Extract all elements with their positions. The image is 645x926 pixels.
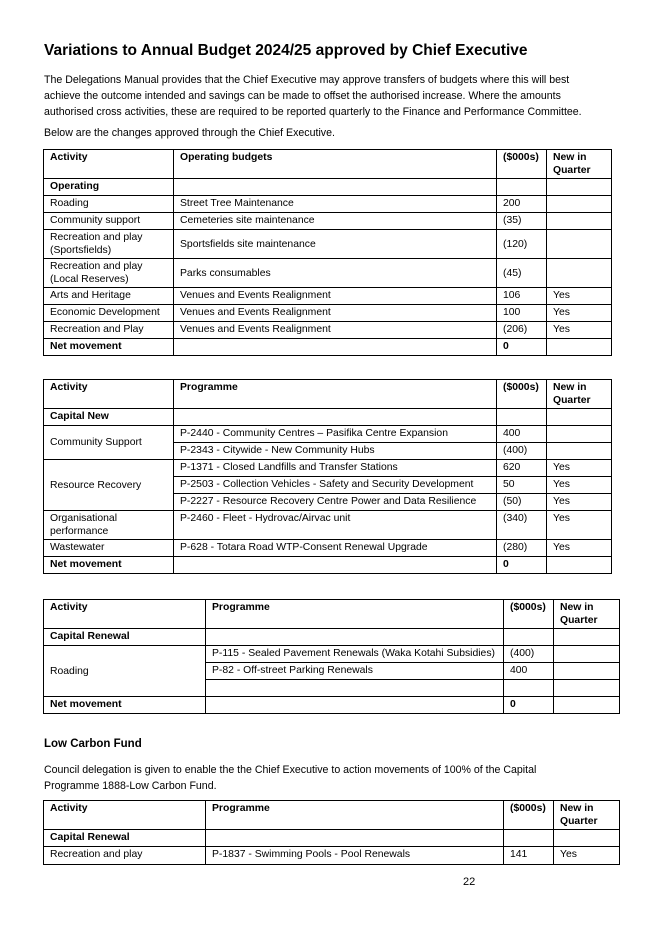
net-movement-row <box>44 697 620 714</box>
net-movement-row <box>44 339 612 356</box>
programme-cell: P-2460 - Fleet - Hydrovac/Airvac unit <box>174 511 497 540</box>
amount-cell: (120) <box>497 230 547 259</box>
net-movement-label: Net movement <box>44 557 174 574</box>
amount-cell: (340) <box>497 511 547 540</box>
activity-cell: Roading <box>44 646 206 697</box>
programme-cell: P-82 - Off-street Parking Renewals <box>206 663 504 680</box>
new-cell: Yes <box>547 540 612 557</box>
new-cell <box>547 196 612 213</box>
programme-cell: P-1837 - Swimming Pools - Pool Renewals <box>206 847 504 865</box>
amount-cell: (45) <box>497 259 547 288</box>
col-amount-header: ($000s) <box>497 150 547 179</box>
amount-cell: 141 <box>504 847 554 865</box>
table-row <box>44 196 612 213</box>
activity-cell: Recreation and play (Sportsfields) <box>44 230 174 259</box>
amount-cell: (35) <box>497 213 547 230</box>
table-row <box>44 259 612 288</box>
section-label: Capital Renewal <box>44 629 206 646</box>
new-cell: Yes <box>554 847 620 865</box>
programme-cell: P-1371 - Closed Landfills and Transfer Stations <box>174 460 497 477</box>
table-row <box>44 511 612 540</box>
table-row <box>44 460 612 477</box>
table-row <box>44 213 612 230</box>
section-row <box>44 830 620 847</box>
col-new-in-quarter-header: New in Quarter <box>554 600 620 629</box>
col-activity-header: Activity <box>44 801 206 830</box>
section-row <box>44 179 612 196</box>
section-label: Capital Renewal <box>44 830 206 847</box>
table-row <box>44 288 612 305</box>
amount-cell: (50) <box>497 494 547 511</box>
col-activity-header: Activity <box>44 380 174 409</box>
programme-cell: P-115 - Sealed Pavement Renewals (Waka Kotahi Subsidies) <box>206 646 504 663</box>
activity-cell: Recreation and play <box>44 847 206 865</box>
new-cell: Yes <box>547 322 612 339</box>
activity-cell: Economic Development <box>44 305 174 322</box>
table-row <box>44 426 612 443</box>
page-title: Variations to Annual Budget 2024/25 approved by Chief Executive <box>44 42 528 59</box>
new-cell: Yes <box>547 494 612 511</box>
low-carbon-table <box>43 800 620 865</box>
amount-cell: 400 <box>504 663 554 680</box>
new-cell <box>554 680 620 697</box>
col-programme-header: Programme <box>206 600 504 629</box>
new-cell <box>547 213 612 230</box>
col-amount-header: ($000s) <box>497 380 547 409</box>
programme-cell: P-2503 - Collection Vehicles - Safety and Security Development <box>174 477 497 494</box>
table-row <box>44 322 612 339</box>
activity-cell: Organisational performance <box>44 511 174 540</box>
new-cell: Yes <box>547 460 612 477</box>
table-row <box>44 646 620 663</box>
col-programme-header: Programme <box>206 801 504 830</box>
section-row <box>44 629 620 646</box>
table-row <box>44 847 620 865</box>
col-new-in-quarter-header: New in Quarter <box>547 380 612 409</box>
table-header-row <box>44 380 612 409</box>
section-label: Operating <box>44 179 174 196</box>
table-header-row <box>44 150 612 179</box>
activity-cell: Wastewater <box>44 540 174 557</box>
capital-new-table <box>43 379 612 574</box>
net-movement-value: 0 <box>497 557 547 574</box>
budget-cell: Venues and Events Realignment <box>174 288 497 305</box>
activity-cell: Community Support <box>44 426 174 460</box>
budget-cell: Venues and Events Realignment <box>174 305 497 322</box>
below-paragraph: Below are the changes approved through the Chief Executive. <box>44 127 335 139</box>
budget-cell: Venues and Events Realignment <box>174 322 497 339</box>
programme-cell: P-2227 - Resource Recovery Centre Power and Data Resilience <box>174 494 497 511</box>
amount-cell: (400) <box>497 443 547 460</box>
amount-cell: (206) <box>497 322 547 339</box>
new-cell <box>547 259 612 288</box>
section-label: Capital New <box>44 409 174 426</box>
amount-cell: (400) <box>504 646 554 663</box>
budget-cell: Sportsfields site maintenance <box>174 230 497 259</box>
activity-cell: Roading <box>44 196 174 213</box>
new-cell <box>554 646 620 663</box>
programme-cell: P-628 - Totara Road WTP-Consent Renewal Upgrade <box>174 540 497 557</box>
col-activity-header: Activity <box>44 600 206 629</box>
budget-cell: Parks consumables <box>174 259 497 288</box>
low-carbon-paragraph: Council delegation is given to enable the the Chief Executive to action movements of 100% of the Capital Programme 1888-Low Carbon Fund. <box>44 764 537 792</box>
table-header-row <box>44 801 620 830</box>
activity-cell: Recreation and Play <box>44 322 174 339</box>
capital-renewal-table <box>43 599 620 714</box>
intro-paragraph: The Delegations Manual provides that the Chief Executive may approve transfers of budgets where this will best achieve the outcome intended and savings can be made to offset the authorised increase. Where the amounts authorised cross activities, these are required to be reported quarterly to the Finance and Performance Committee. <box>44 74 582 118</box>
net-movement-value: 0 <box>497 339 547 356</box>
page-number: 22 <box>463 876 476 888</box>
col-activity-header: Activity <box>44 150 174 179</box>
table-row <box>44 230 612 259</box>
col-operating-budgets-header: Operating budgets <box>174 150 497 179</box>
amount-cell: 50 <box>497 477 547 494</box>
amount-cell <box>504 680 554 697</box>
low-carbon-heading: Low Carbon Fund <box>44 738 142 750</box>
net-movement-value: 0 <box>504 697 554 714</box>
budget-cell: Cemeteries site maintenance <box>174 213 497 230</box>
activity-cell: Arts and Heritage <box>44 288 174 305</box>
col-new-in-quarter-header: New in Quarter <box>554 801 620 830</box>
table-row <box>44 540 612 557</box>
amount-cell: 100 <box>497 305 547 322</box>
new-cell <box>554 663 620 680</box>
activity-cell: Recreation and play (Local Reserves) <box>44 259 174 288</box>
activity-cell: Community support <box>44 213 174 230</box>
col-amount-header: ($000s) <box>504 801 554 830</box>
new-cell <box>547 443 612 460</box>
operating-table <box>43 149 612 356</box>
table-header-row <box>44 600 620 629</box>
amount-cell: (280) <box>497 540 547 557</box>
col-new-in-quarter-header: New in Quarter <box>547 150 612 179</box>
new-cell: Yes <box>547 288 612 305</box>
new-cell <box>547 230 612 259</box>
programme-cell <box>206 680 504 697</box>
col-programme-header: Programme <box>174 380 497 409</box>
new-cell <box>547 426 612 443</box>
new-cell: Yes <box>547 511 612 540</box>
net-movement-label: Net movement <box>44 339 174 356</box>
amount-cell: 620 <box>497 460 547 477</box>
amount-cell: 106 <box>497 288 547 305</box>
budget-cell: Street Tree Maintenance <box>174 196 497 213</box>
new-cell: Yes <box>547 305 612 322</box>
net-movement-label: Net movement <box>44 697 206 714</box>
table-row <box>44 305 612 322</box>
col-amount-header: ($000s) <box>504 600 554 629</box>
amount-cell: 200 <box>497 196 547 213</box>
net-movement-row <box>44 557 612 574</box>
programme-cell: P-2440 - Community Centres – Pasifika Centre Expansion <box>174 426 497 443</box>
new-cell: Yes <box>547 477 612 494</box>
programme-cell: P-2343 - Citywide - New Community Hubs <box>174 443 497 460</box>
amount-cell: 400 <box>497 426 547 443</box>
activity-cell: Resource Recovery <box>44 460 174 511</box>
section-row <box>44 409 612 426</box>
